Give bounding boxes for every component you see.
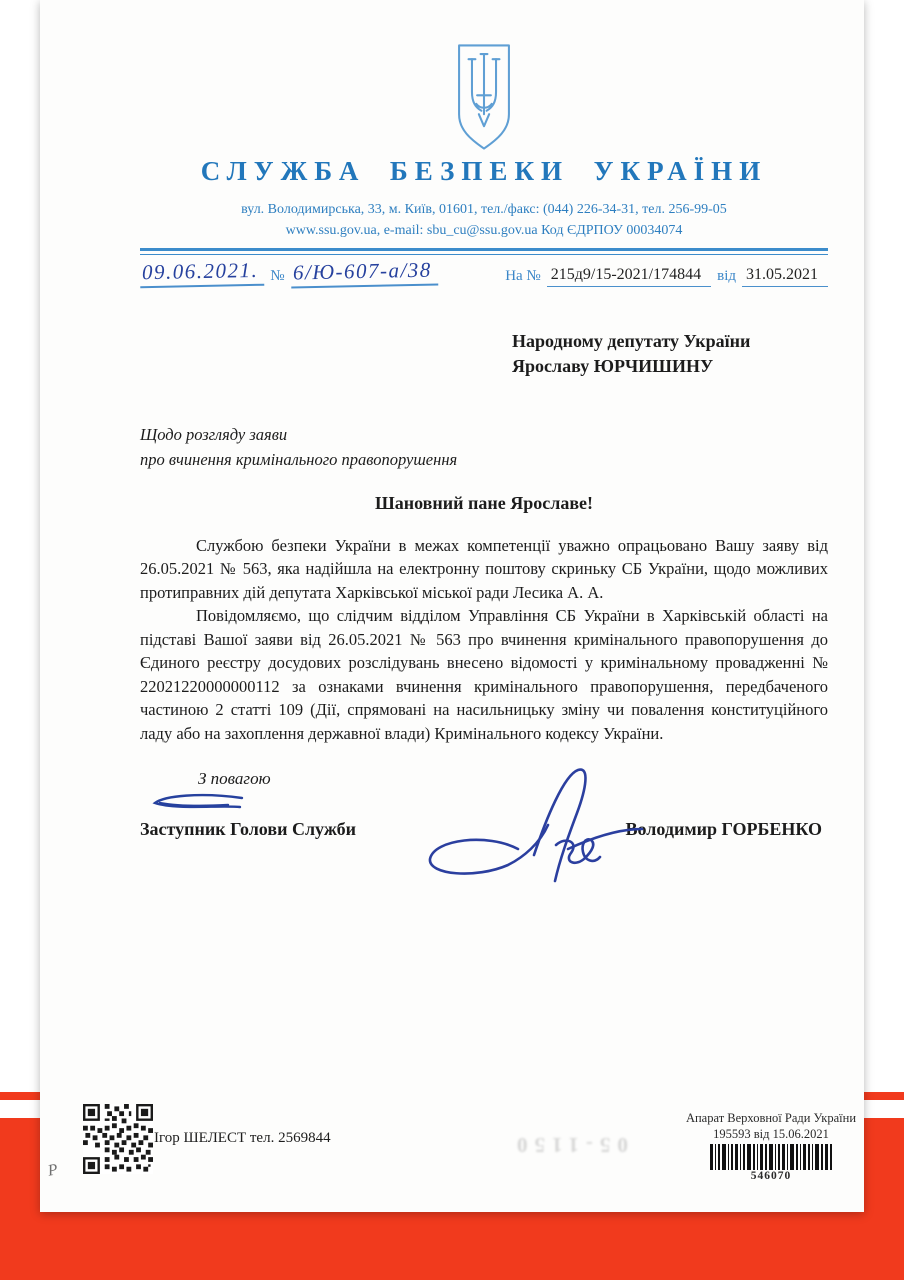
- signature-row: [140, 819, 828, 840]
- incoming-reference: [505, 266, 828, 287]
- reply-to-label: На №: [505, 268, 541, 284]
- letterhead-divider: [140, 248, 828, 255]
- signer-position: Заступник Голови Служби: [140, 819, 356, 840]
- letter-body: [140, 534, 828, 746]
- reply-date: 31.05.2021: [742, 266, 828, 287]
- outgoing-reference: [140, 259, 437, 287]
- stamp-org: Апарат Верховної Ради України: [685, 1111, 857, 1125]
- subject-block: [140, 423, 828, 473]
- vid-label: від: [717, 268, 736, 284]
- recipient-line-1: Народному депутату України: [512, 331, 751, 351]
- letterhead-address: [140, 199, 828, 241]
- stamp-reg-number: 195593 від 15.06.2021: [713, 1127, 829, 1141]
- reply-number: 215д9/15-2021/174844: [547, 266, 711, 287]
- registration-stamp: [682, 1110, 860, 1182]
- number-sign-label: №: [270, 268, 285, 284]
- ukraine-trident-emblem-icon: [441, 42, 527, 152]
- recipient-line-2: Ярославу ЮРЧИШИНУ: [512, 356, 714, 377]
- handwritten-signature: [418, 757, 648, 887]
- address-line-1: вул. Володимирська, 33, м. Київ, 01601, тел./факс: (044) 226-34-31, тел. 256-99-05: [241, 202, 727, 217]
- org-name: СЛУЖБА БЕЗПЕКИ УКРАЇНИ: [200, 156, 768, 186]
- outgoing-number-handwritten: 6/Ю-607-а/38: [290, 257, 437, 288]
- subject-line-2: про вчинення кримінального правопорушення: [140, 450, 458, 470]
- barcode-number: 546070: [750, 1170, 792, 1182]
- qr-code: [83, 1104, 153, 1174]
- closing-phrase: З повагою: [198, 769, 271, 789]
- pen-flourish-mark: [148, 791, 252, 815]
- address-line-2: www.ssu.gov.ua, e-mail: sbu_cu@ssu.gov.ua Код ЄДРПОУ 00034074: [285, 223, 683, 238]
- signer-name: Володимир ГОРБЕНКО: [625, 819, 822, 840]
- recipient-block: [512, 329, 828, 379]
- salutation: Шановний пане Ярославе!: [374, 492, 594, 513]
- pen-mark: Р: [46, 1161, 60, 1180]
- reference-row: [140, 259, 828, 287]
- executor-contact: Ігор ШЕЛЕСТ тел. 2569844: [154, 1130, 331, 1146]
- outgoing-date-handwritten: 09.06.2021.: [140, 258, 265, 289]
- body-paragraph-1: Службою безпеки України в межах компетенції уважно опрацьовано Вашу заяву від 26.05.2021 № 563, яка надійшла на електронну поштову скриньку СБ України, щодо можливих протиправних дій депутата Харківської міської ради Лесика А. А.: [140, 535, 828, 602]
- letter-page: [40, 0, 864, 1212]
- ink-bleed-through: 05-1150: [510, 1133, 628, 1157]
- barcode: [705, 1144, 837, 1170]
- body-paragraph-2: Повідомляємо, що слідчим відділом Управління СБ України в Харківській області на підставі Вашої заяви від 26.05.2021 № 563 про вчинення кримінального правопорушення до Єдиного реєстру досудових розслідувань внесено відомості у кримінальному провадженні № 22021220000000112 за ознаками вчинення кримінального правопорушення, передбаченого частиною 2 статті 109 (Дії, спрямовані на насильницьку зміну чи повалення конституційного ладу або на захоплення державної влади) Кримінального кодексу України.: [140, 606, 828, 743]
- subject-line-1: Щодо розгляду заяви: [140, 425, 288, 445]
